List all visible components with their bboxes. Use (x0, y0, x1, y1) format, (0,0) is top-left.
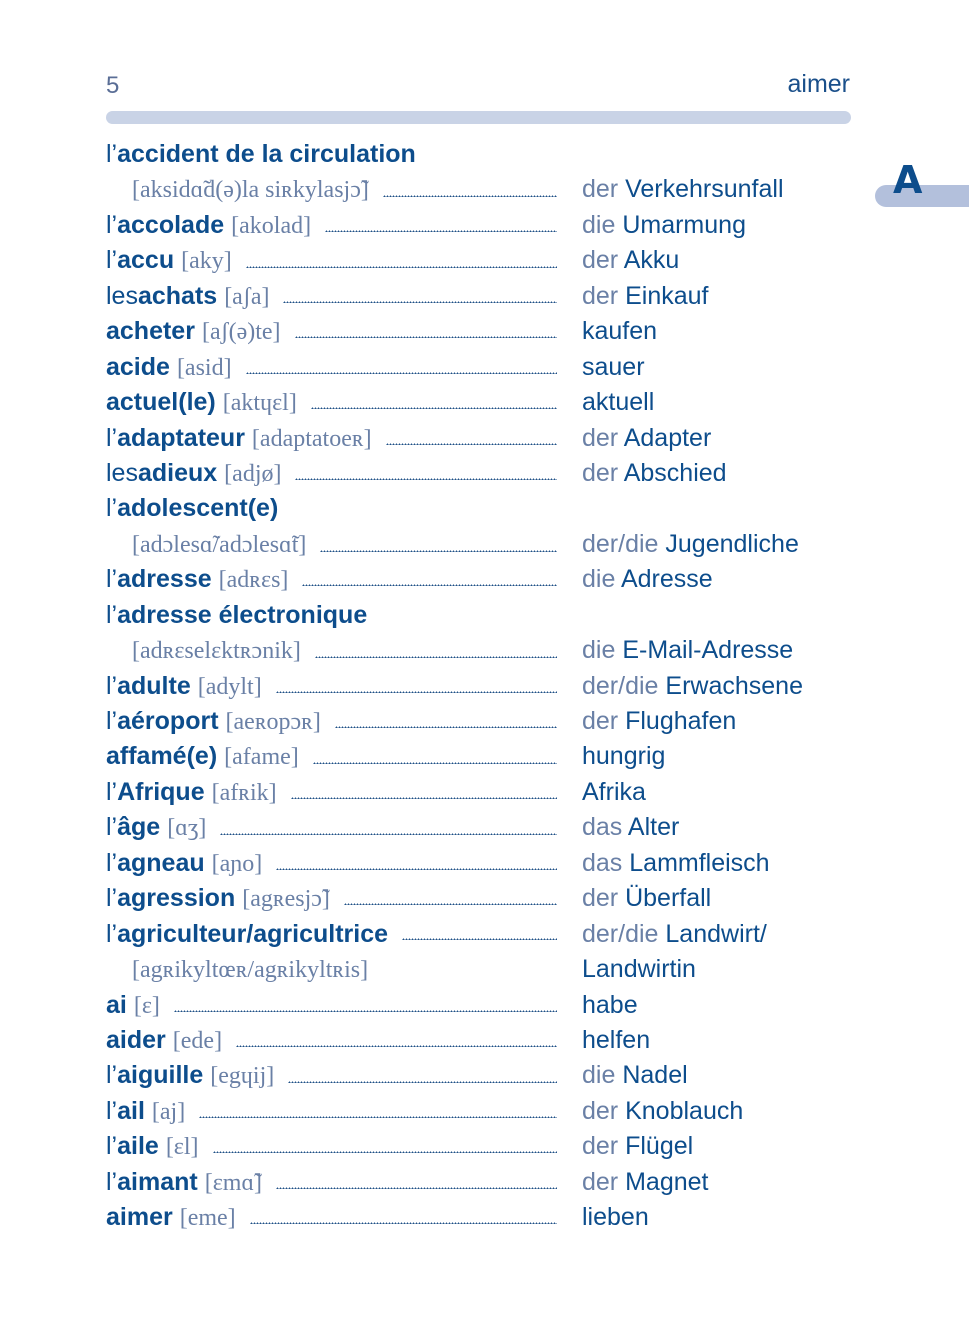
dictionary-entry (106, 1058, 866, 1093)
dot-leader (402, 938, 557, 940)
headword: aéroport (117, 707, 219, 735)
dot-leader (302, 584, 557, 586)
dictionary-entry (106, 137, 866, 172)
phonetic-transcription: [adylt] (197, 673, 262, 700)
german-word: Abschied (623, 458, 727, 487)
french-side (106, 810, 557, 846)
headword: acide (106, 352, 170, 381)
phonetic-transcription: [aj] (151, 1098, 186, 1125)
german-word: Erwachsene (665, 671, 803, 700)
page-number: 5 (106, 72, 120, 99)
german-translation (582, 633, 793, 668)
french-side (106, 314, 557, 350)
french-article: l’ (106, 246, 118, 275)
headword: agriculteur/agricultrice (117, 919, 389, 948)
german-article: der (582, 175, 619, 204)
dot-leader (199, 1116, 557, 1118)
dot-leader (283, 301, 557, 303)
german-word: Knoblauch (625, 1096, 744, 1125)
french-side (106, 562, 557, 598)
german-word: lieben (582, 1203, 649, 1232)
french-side (106, 528, 557, 563)
headword: âge (117, 813, 161, 842)
french-side (106, 208, 557, 244)
dictionary-entry (106, 527, 866, 562)
headword: achats (137, 281, 218, 310)
french-side (106, 1200, 557, 1236)
french-article: l’ (106, 565, 118, 594)
headword: adresse électronique (117, 600, 368, 629)
dictionary-entry (106, 279, 866, 314)
german-translation (582, 279, 708, 314)
german-word: Flughafen (625, 707, 737, 735)
headword: ai (106, 990, 127, 1019)
phonetic-transcription: [ede] (172, 1027, 223, 1054)
french-article: l’ (106, 777, 118, 806)
dot-leader (383, 195, 557, 197)
german-word: hungrig (582, 742, 666, 771)
french-side (106, 243, 557, 279)
german-article: der (582, 884, 619, 913)
dot-leader (276, 691, 557, 693)
phonetic-transcription: [adaptatoeʀ] (251, 425, 372, 452)
german-word: Einkauf (625, 281, 709, 310)
headword: adaptateur (117, 423, 245, 452)
french-article: les (106, 281, 138, 310)
french-side (106, 1165, 557, 1201)
dot-leader (311, 407, 557, 409)
phonetic-transcription: [agʀikyltœʀ/agʀikyltʀis] (132, 957, 369, 984)
headword: aiguille (117, 1061, 204, 1090)
german-article: die (582, 565, 616, 594)
french-side (106, 953, 557, 988)
german-translation (582, 775, 646, 810)
dictionary-entry (106, 421, 866, 456)
dot-leader (291, 797, 557, 799)
dot-leader (295, 478, 557, 480)
headword: accident de la circulation (117, 140, 416, 168)
headword: accu (117, 246, 175, 275)
german-translation (582, 988, 638, 1023)
dictionary-entry (106, 775, 866, 810)
german-article: die (582, 1061, 616, 1090)
german-article: der (582, 707, 619, 735)
phonetic-transcription: [asid] (176, 354, 232, 381)
phonetic-transcription: [aʃ(ə)te] (201, 319, 281, 346)
dictionary-entry (106, 917, 866, 952)
headword: aile (117, 1132, 159, 1161)
headword: adolescent(e) (117, 494, 279, 523)
running-head: aimer (787, 70, 850, 98)
german-word: kaufen (582, 317, 658, 346)
german-translation (582, 456, 727, 491)
french-side (106, 1129, 557, 1165)
dictionary-entry (106, 385, 866, 420)
french-side (106, 137, 557, 172)
german-word: Flügel (625, 1132, 694, 1161)
french-article: l’ (106, 848, 118, 877)
phonetic-transcription: [ɑʒ] (167, 815, 207, 842)
french-side (106, 350, 557, 386)
french-side (106, 385, 557, 421)
dictionary-entry (106, 1023, 866, 1058)
german-word: Umarmung (622, 210, 746, 239)
german-translation (582, 881, 711, 916)
dot-leader (220, 833, 557, 835)
headword: aimant (117, 1167, 198, 1196)
french-article: l’ (106, 423, 118, 452)
german-article: der (582, 281, 619, 310)
dot-leader (246, 372, 557, 374)
german-translation (582, 314, 657, 349)
headword: accolade (117, 210, 225, 239)
headword: agneau (117, 848, 205, 877)
german-translation (582, 243, 679, 278)
german-word: habe (582, 990, 638, 1019)
german-word: Nadel (622, 1061, 688, 1090)
phonetic-transcription: [agʀesjɔ̃] (242, 886, 330, 913)
dictionary-entry (106, 208, 866, 243)
german-article: das (582, 813, 623, 842)
french-article: l’ (106, 494, 118, 523)
dot-leader (295, 336, 557, 338)
phonetic-transcription: [aktɥɛl] (222, 390, 297, 417)
phonetic-transcription: [egɥij] (210, 1063, 275, 1090)
dot-leader (276, 1187, 557, 1189)
german-translation (582, 669, 803, 704)
german-translation (582, 208, 746, 243)
phonetic-transcription: [adjø] (224, 460, 282, 487)
french-side (106, 279, 557, 315)
german-article: der/die (582, 671, 659, 700)
german-article: der/die (582, 529, 659, 558)
french-side (106, 421, 557, 457)
phonetic-transcription: [adʀɛs] (218, 567, 289, 594)
french-article: l’ (106, 884, 118, 913)
dot-leader (213, 1151, 557, 1153)
dictionary-entry (106, 988, 866, 1023)
phonetic-transcription: [aʃa] (224, 283, 270, 310)
french-side (106, 1058, 557, 1094)
french-article: l’ (106, 140, 118, 168)
headword: Afrique (117, 777, 205, 806)
german-word: Lammfleisch (629, 848, 770, 877)
german-word: Afrika (582, 777, 646, 806)
dictionary-entry (106, 704, 866, 739)
german-translation (582, 704, 736, 739)
phonetic-transcription: [adʀɛselɛktʀɔnik] (132, 638, 301, 665)
headword: aider (106, 1025, 166, 1054)
german-translation (582, 527, 799, 562)
phonetic-transcription: [ɛl] (165, 1134, 199, 1161)
dictionary-entry (106, 350, 866, 385)
german-word: Adresse (620, 565, 713, 594)
french-side (106, 917, 557, 952)
german-translation (582, 562, 713, 597)
french-article: l’ (106, 1132, 118, 1161)
dictionary-entry (106, 739, 866, 774)
german-translation (582, 739, 665, 774)
german-article: der (582, 423, 619, 452)
german-translation (582, 1094, 743, 1129)
german-article: der (582, 458, 619, 487)
dot-leader (236, 1045, 557, 1047)
german-translation (582, 917, 767, 952)
german-article: der (582, 1096, 619, 1125)
german-article: der/die (582, 919, 659, 948)
dot-leader (174, 1010, 557, 1012)
german-translation (582, 172, 784, 207)
phonetic-transcription: [eme] (179, 1205, 236, 1232)
phonetic-transcription: [aky] (181, 248, 232, 275)
german-article: der (582, 246, 619, 275)
phonetic-transcription: [aeʀopɔʀ] (225, 709, 321, 735)
french-article: l’ (106, 671, 118, 700)
german-word: Landwirt/ (665, 919, 767, 948)
dictionary-entry (106, 633, 866, 668)
german-translation (582, 421, 711, 456)
thumb-index-letter: A (893, 158, 923, 202)
french-article: l’ (106, 210, 118, 239)
german-article: die (582, 210, 616, 239)
phonetic-transcription: [aksidɑ̃d(ə)la siʀkylasjɔ̃] (132, 177, 369, 204)
french-side (106, 491, 557, 526)
phonetic-transcription: [afʀik] (211, 779, 277, 806)
french-side (106, 881, 557, 917)
headword: actuel(le) (106, 388, 216, 417)
phonetic-transcription: [aɲo] (211, 850, 263, 877)
german-word: sauer (582, 352, 645, 381)
german-word: Magnet (625, 1167, 709, 1196)
german-translation (582, 1129, 693, 1164)
french-article: les (106, 458, 138, 487)
german-translation (582, 1200, 649, 1235)
dot-leader (320, 550, 557, 552)
german-translation (582, 810, 679, 845)
french-article: l’ (106, 600, 118, 629)
header-rule-bar (106, 111, 851, 124)
german-word: Adapter (623, 423, 712, 452)
dictionary-entry (106, 562, 866, 597)
headword: aimer (106, 1203, 173, 1232)
dot-leader (335, 726, 557, 728)
dictionary-entry (106, 881, 866, 916)
french-article: l’ (106, 1061, 118, 1090)
french-side (106, 1094, 557, 1130)
german-translation (582, 1058, 688, 1093)
headword: adresse (117, 565, 212, 594)
headword: acheter (106, 317, 195, 346)
french-side (106, 634, 557, 669)
headword: ail (117, 1096, 145, 1125)
dictionary-entry (106, 172, 866, 207)
dictionary-entry (106, 1165, 866, 1200)
dictionary-entry (106, 1200, 866, 1235)
dot-leader (276, 868, 557, 870)
phonetic-transcription: [adɔlesɑ̃/adɔlesɑ̃t] (132, 531, 307, 558)
dot-leader (315, 656, 557, 658)
dictionary-entry (106, 846, 866, 881)
french-side (106, 669, 557, 705)
headword: adieux (137, 458, 218, 487)
german-translation (582, 385, 654, 420)
french-side (106, 775, 557, 811)
dot-leader (344, 903, 557, 905)
german-word: helfen (582, 1025, 651, 1054)
dictionary-entry (106, 1129, 866, 1164)
phonetic-transcription: [afame] (224, 744, 299, 771)
dictionary-entry (106, 491, 866, 526)
dictionary-entry (106, 1094, 866, 1129)
dot-leader (313, 762, 557, 764)
french-side (106, 704, 557, 740)
french-side (106, 739, 557, 775)
french-side (106, 988, 557, 1024)
french-article: l’ (106, 919, 118, 948)
dictionary-entry (106, 598, 866, 633)
german-translation (582, 350, 645, 385)
headword: adulte (117, 671, 191, 700)
headword: affamé(e) (106, 742, 218, 771)
dot-leader (288, 1081, 557, 1083)
dictionary-entries (106, 137, 866, 1236)
dictionary-entry (106, 456, 866, 491)
french-side (106, 846, 557, 882)
dictionary-entry (106, 243, 866, 278)
french-side (106, 1023, 557, 1059)
german-word: aktuell (582, 388, 655, 417)
french-article: l’ (106, 1167, 118, 1196)
dot-leader (246, 266, 557, 268)
german-translation (582, 1023, 650, 1058)
dot-leader (250, 1222, 557, 1224)
german-translation (582, 1165, 708, 1200)
german-word: Jugendliche (665, 529, 799, 558)
dictionary-entry (106, 952, 866, 987)
german-word: Alter (627, 813, 680, 842)
french-side (106, 456, 557, 492)
german-article: der (582, 1167, 619, 1196)
german-word: Akku (623, 246, 680, 275)
phonetic-transcription: [ɛmɑ̃] (204, 1169, 262, 1196)
german-translation (582, 952, 696, 987)
german-word: Landwirtin (582, 955, 696, 984)
headword: agression (117, 884, 236, 913)
german-word: Überfall (625, 884, 712, 913)
dictionary-entry (106, 810, 866, 845)
french-article: l’ (106, 707, 118, 735)
german-article: das (582, 848, 623, 877)
phonetic-transcription: [ɛ] (133, 992, 160, 1019)
dot-leader (325, 230, 557, 232)
phonetic-transcription: [akolad] (231, 212, 312, 239)
german-translation (582, 846, 770, 881)
german-word: Verkehrsunfall (625, 175, 784, 204)
german-word: E-Mail-Adresse (622, 636, 794, 665)
german-article: die (582, 636, 616, 665)
dot-leader (386, 443, 557, 445)
french-side (106, 598, 557, 633)
french-article: l’ (106, 813, 118, 842)
german-article: der (582, 1132, 619, 1161)
dictionary-entry (106, 669, 866, 704)
french-article: l’ (106, 1096, 118, 1125)
dictionary-entry (106, 314, 866, 349)
french-side (106, 173, 557, 208)
